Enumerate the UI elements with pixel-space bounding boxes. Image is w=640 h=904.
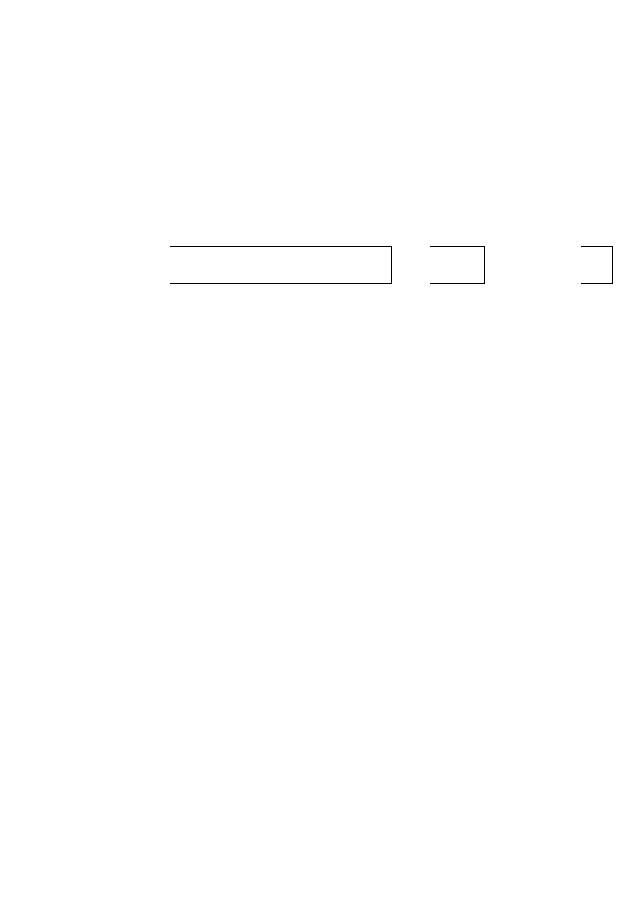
name-box	[170, 246, 392, 284]
code-box	[430, 246, 485, 284]
level-box	[581, 246, 613, 284]
